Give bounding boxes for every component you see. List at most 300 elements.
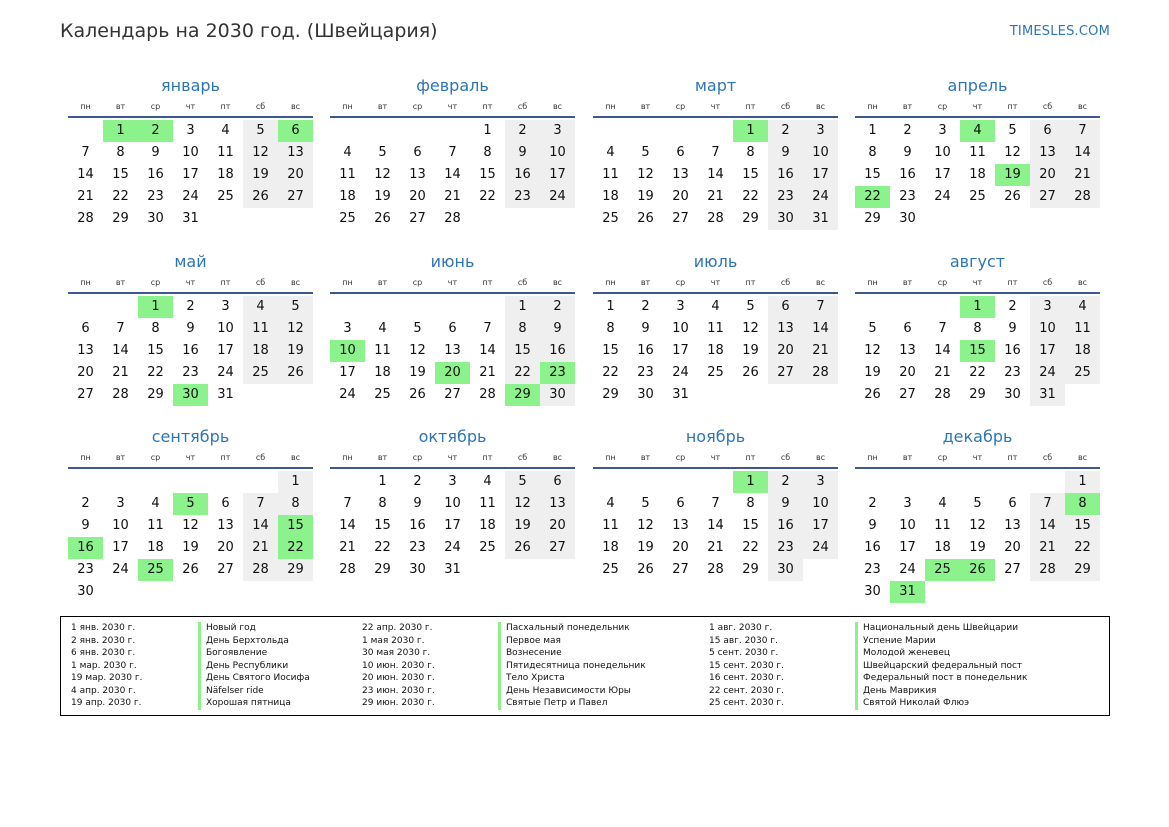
day-cell: 28 (1030, 559, 1065, 581)
holiday-day-cell: 23 (540, 362, 575, 384)
legend-date: 1 янв. 2030 г. (71, 623, 136, 633)
header-rule (68, 116, 313, 118)
legend-date: 2 янв. 2030 г. (71, 635, 136, 646)
weekday-label: пт (220, 278, 231, 287)
weekday-label: ср (675, 102, 686, 111)
weekday-label: пт (1007, 453, 1018, 462)
empty-cell (103, 471, 138, 493)
day-cell: 28 (803, 362, 838, 384)
legend-date: 5 сент. 2030 г. (709, 648, 779, 658)
weekday-label: вт (902, 102, 913, 111)
day-cell: 15 (147, 343, 164, 358)
empty-cell (890, 296, 925, 318)
weekday-label: пн (867, 453, 878, 462)
day-cell: 11 (1065, 318, 1100, 340)
day-cell: 1 (483, 123, 492, 138)
holiday-day-cell: 25 (138, 559, 173, 581)
day-cell: 5 (868, 321, 877, 336)
legend-holiday-name: Näfelser ride (198, 685, 310, 698)
day-cell: 13 (1004, 518, 1021, 533)
day-cell: 5 (641, 496, 650, 511)
day-cell: 30 (1004, 387, 1021, 402)
day-cell: 28 (1065, 186, 1100, 208)
day-cell: 7 (1065, 120, 1100, 142)
day-cell: 15 (864, 167, 881, 182)
day-cell: 7 (81, 145, 90, 160)
day-cell: 18 (969, 167, 986, 182)
weekday-label: вт (377, 102, 388, 111)
empty-cell (435, 296, 470, 318)
day-cell: 10 (899, 518, 916, 533)
month-7 (593, 251, 838, 406)
day-cell: 16 (409, 518, 426, 533)
empty-cell (995, 471, 1030, 493)
day-cell: 23 (505, 186, 540, 208)
empty-cell (173, 471, 208, 493)
day-cell: 8 (606, 321, 615, 336)
legend-holiday-name: Пятидесятница понедельник (498, 660, 646, 673)
weekday-label: вс (1077, 453, 1088, 462)
day-cell: 17 (1030, 340, 1065, 362)
day-cell: 25 (1065, 362, 1100, 384)
day-grid (68, 296, 313, 406)
day-cell: 9 (903, 145, 912, 160)
holiday-day-cell: 19 (995, 164, 1030, 186)
day-cell: 22 (147, 365, 164, 380)
weekday-label: ср (937, 278, 948, 287)
day-cell: 4 (343, 145, 352, 160)
holiday-day-cell: 31 (890, 581, 925, 603)
legend-holiday-name: Молодой женевец (855, 647, 1027, 660)
day-cell: 21 (934, 365, 951, 380)
empty-cell (1030, 471, 1065, 493)
day-cell: 4 (151, 496, 160, 511)
day-cell: 6 (221, 496, 230, 511)
day-cell: 15 (1065, 515, 1100, 537)
day-cell: 18 (479, 518, 496, 533)
weekday-label: ср (937, 102, 948, 111)
day-grid (855, 120, 1100, 230)
day-cell: 13 (899, 343, 916, 358)
day-cell: 2 (768, 471, 803, 493)
weekday-label: сб (1042, 102, 1053, 111)
legend-date: 20 июн. 2030 г. (362, 673, 435, 683)
weekday-label: ср (412, 278, 423, 287)
day-cell: 21 (77, 189, 94, 204)
month-name: апрель (947, 76, 1008, 95)
day-cell: 9 (641, 321, 650, 336)
day-cell: 13 (77, 343, 94, 358)
day-cell: 6 (1008, 496, 1017, 511)
day-cell: 26 (1004, 189, 1021, 204)
month-5 (68, 251, 313, 406)
day-cell: 11 (217, 145, 234, 160)
day-cell: 23 (77, 562, 94, 577)
day-cell: 21 (479, 365, 496, 380)
day-cell: 6 (676, 145, 685, 160)
day-cell: 21 (803, 340, 838, 362)
empty-cell (628, 120, 663, 142)
legend-holiday-name: Новый год (198, 622, 310, 635)
weekday-label: вт (902, 278, 913, 287)
header-rule (330, 116, 575, 118)
day-cell: 19 (969, 540, 986, 555)
weekday-label: пт (745, 102, 756, 111)
day-cell: 19 (409, 365, 426, 380)
legend-holiday-name: Успение Марии (855, 635, 1027, 648)
day-cell: 12 (505, 493, 540, 515)
legend-date: 4 апр. 2030 г. (71, 685, 136, 696)
day-cell: 1 (606, 299, 615, 314)
day-cell: 13 (672, 167, 689, 182)
weekday-label: пн (605, 278, 616, 287)
holiday-day-cell: 6 (278, 120, 313, 142)
day-cell: 20 (409, 189, 426, 204)
legend-date: 15 авг. 2030 г. (709, 635, 778, 646)
legend-holiday-name: Святой Николай Флюэ (855, 697, 1027, 710)
day-cell: 18 (339, 189, 356, 204)
day-grid (68, 471, 313, 603)
day-cell: 31 (672, 387, 689, 402)
day-cell: 14 (339, 518, 356, 533)
month-12 (855, 426, 1100, 603)
legend-date: 10 июн. 2030 г. (362, 660, 435, 671)
day-cell: 27 (409, 211, 426, 226)
day-cell: 8 (746, 496, 755, 511)
day-cell: 17 (803, 515, 838, 537)
day-cell: 8 (116, 145, 125, 160)
day-cell: 20 (1004, 540, 1021, 555)
month-name: ноябрь (685, 427, 746, 446)
header-rule (330, 292, 575, 294)
legend-date-column (71, 622, 142, 710)
day-cell: 8 (278, 493, 313, 515)
legend-holiday-name: Вознесение (498, 647, 646, 660)
legend-holiday-name: День Независимости Юры (498, 685, 646, 698)
weekday-label: пт (482, 278, 493, 287)
day-cell: 2 (540, 296, 575, 318)
day-cell: 21 (339, 540, 356, 555)
empty-cell (400, 120, 435, 142)
holiday-day-cell: 30 (173, 384, 208, 406)
weekday-label: пн (867, 278, 878, 287)
day-cell: 8 (868, 145, 877, 160)
day-cell: 14 (707, 167, 724, 182)
weekday-header (330, 449, 575, 467)
day-cell: 22 (602, 365, 619, 380)
empty-cell (663, 120, 698, 142)
day-cell: 21 (444, 189, 461, 204)
day-cell: 11 (602, 518, 619, 533)
weekday-label: пн (342, 102, 353, 111)
day-cell: 10 (444, 496, 461, 511)
day-cell: 27 (1030, 186, 1065, 208)
day-cell: 31 (1030, 384, 1065, 406)
day-cell: 7 (938, 321, 947, 336)
day-cell: 15 (742, 167, 759, 182)
day-cell: 17 (339, 365, 356, 380)
day-cell: 2 (186, 299, 195, 314)
month-name: март (694, 76, 737, 95)
day-cell: 18 (602, 540, 619, 555)
day-cell: 4 (938, 496, 947, 511)
day-cell: 9 (768, 142, 803, 164)
day-cell: 9 (868, 518, 877, 533)
weekday-label: вс (290, 453, 301, 462)
day-cell: 8 (505, 318, 540, 340)
day-cell: 10 (182, 145, 199, 160)
weekday-label: чт (710, 453, 721, 462)
holiday-day-cell: 2 (138, 120, 173, 142)
day-cell: 17 (672, 343, 689, 358)
day-cell: 28 (243, 559, 278, 581)
day-cell: 13 (217, 518, 234, 533)
day-cell: 23 (768, 186, 803, 208)
legend-holiday-name: Святые Петр и Павел (498, 697, 646, 710)
day-grid (855, 471, 1100, 603)
day-cell: 29 (742, 562, 759, 577)
day-cell: 12 (182, 518, 199, 533)
holiday-day-cell: 8 (1065, 493, 1100, 515)
day-grid (330, 296, 575, 406)
weekday-label: чт (972, 278, 983, 287)
weekday-header (593, 274, 838, 292)
day-cell: 30 (147, 211, 164, 226)
empty-cell (593, 471, 628, 493)
weekday-label: пн (80, 453, 91, 462)
day-cell: 2 (868, 496, 877, 511)
day-cell: 14 (934, 343, 951, 358)
empty-cell (435, 120, 470, 142)
day-cell: 2 (1008, 299, 1017, 314)
holiday-day-cell: 10 (330, 340, 365, 362)
day-cell: 30 (768, 208, 803, 230)
day-cell: 17 (934, 167, 951, 182)
legend-date: 15 сент. 2030 г. (709, 660, 785, 671)
weekday-label: вт (640, 453, 651, 462)
day-cell: 5 (278, 296, 313, 318)
day-cell: 24 (803, 537, 838, 559)
day-cell: 7 (343, 496, 352, 511)
day-cell: 16 (147, 167, 164, 182)
weekday-label: сб (780, 278, 791, 287)
day-cell: 22 (742, 189, 759, 204)
legend-name-column (498, 622, 646, 710)
empty-cell (68, 296, 103, 318)
month-6 (330, 251, 575, 406)
day-cell: 2 (768, 120, 803, 142)
day-cell: 10 (217, 321, 234, 336)
day-cell: 8 (746, 145, 755, 160)
legend-date: 16 сент. 2030 г. (709, 673, 785, 683)
day-cell: 18 (217, 167, 234, 182)
day-cell: 3 (803, 471, 838, 493)
day-cell: 1 (868, 123, 877, 138)
weekday-label: пт (220, 102, 231, 111)
day-cell: 12 (374, 167, 391, 182)
day-cell: 24 (112, 562, 129, 577)
weekday-label: сб (1042, 278, 1053, 287)
legend-holiday-name: Хорошая пятница (198, 697, 310, 710)
weekday-label: вс (815, 102, 826, 111)
weekday-label: ср (412, 453, 423, 462)
day-cell: 5 (746, 299, 755, 314)
empty-cell (925, 296, 960, 318)
weekday-label: чт (972, 453, 983, 462)
day-cell: 10 (672, 321, 689, 336)
day-cell: 10 (803, 493, 838, 515)
month-name: октябрь (418, 427, 487, 446)
day-cell: 12 (243, 142, 278, 164)
day-cell: 11 (934, 518, 951, 533)
day-cell: 21 (707, 189, 724, 204)
weekday-label: чт (710, 278, 721, 287)
brand-link[interactable]: TIMESLES.COM (1009, 24, 1110, 39)
day-grid (330, 120, 575, 230)
day-cell: 26 (374, 211, 391, 226)
weekday-header (68, 98, 313, 116)
day-cell: 18 (1065, 340, 1100, 362)
day-cell: 20 (278, 164, 313, 186)
day-cell: 12 (637, 518, 654, 533)
month-9 (68, 426, 313, 603)
weekday-header (855, 449, 1100, 467)
weekday-label: пн (867, 102, 878, 111)
day-cell: 26 (243, 186, 278, 208)
day-grid (330, 471, 575, 581)
day-cell: 23 (182, 365, 199, 380)
day-cell: 27 (217, 562, 234, 577)
weekday-label: сб (517, 453, 528, 462)
weekday-label: сб (780, 102, 791, 111)
day-cell: 22 (505, 362, 540, 384)
day-cell: 3 (343, 321, 352, 336)
holiday-day-cell: 4 (960, 120, 995, 142)
day-cell: 14 (112, 343, 129, 358)
day-cell: 31 (444, 562, 461, 577)
day-cell: 24 (672, 365, 689, 380)
legend-date: 29 июн. 2030 г. (362, 698, 435, 708)
empty-cell (960, 471, 995, 493)
day-cell: 4 (1065, 296, 1100, 318)
header-rule (855, 292, 1100, 294)
weekday-label: ср (412, 102, 423, 111)
day-cell: 17 (217, 343, 234, 358)
day-cell: 13 (278, 142, 313, 164)
day-cell: 24 (182, 189, 199, 204)
day-cell: 17 (112, 540, 129, 555)
holiday-day-cell: 22 (278, 537, 313, 559)
day-cell: 30 (864, 584, 881, 599)
day-cell: 21 (707, 540, 724, 555)
day-cell: 27 (1004, 562, 1021, 577)
day-cell: 20 (217, 540, 234, 555)
weekday-label: пн (605, 102, 616, 111)
weekday-label: вт (115, 453, 126, 462)
day-cell: 16 (768, 164, 803, 186)
day-cell: 13 (444, 343, 461, 358)
day-cell: 3 (1030, 296, 1065, 318)
day-cell: 7 (448, 145, 457, 160)
day-cell: 21 (1030, 537, 1065, 559)
weekday-label: ср (150, 453, 161, 462)
day-cell: 22 (479, 189, 496, 204)
day-cell: 16 (182, 343, 199, 358)
day-grid (855, 296, 1100, 406)
header-rule (68, 292, 313, 294)
weekday-label: вт (640, 278, 651, 287)
day-cell: 22 (374, 540, 391, 555)
empty-cell (138, 471, 173, 493)
month-name: февраль (416, 76, 489, 95)
header-rule (593, 292, 838, 294)
day-grid (593, 471, 838, 581)
day-cell: 25 (217, 189, 234, 204)
legend-holiday-name: Пасхальный понедельник (498, 622, 646, 635)
legend-date: 1 мая 2030 г. (362, 635, 425, 646)
empty-cell (330, 296, 365, 318)
empty-cell (103, 296, 138, 318)
weekday-label: ср (937, 453, 948, 462)
day-cell: 19 (505, 515, 540, 537)
day-cell: 4 (606, 145, 615, 160)
month-name: июнь (430, 252, 475, 271)
day-cell: 1 (1065, 471, 1100, 493)
day-cell: 20 (1030, 164, 1065, 186)
day-cell: 5 (243, 120, 278, 142)
weekday-label: сб (517, 102, 528, 111)
day-cell: 8 (378, 496, 387, 511)
day-cell: 7 (711, 496, 720, 511)
weekday-header (68, 449, 313, 467)
day-cell: 12 (637, 167, 654, 182)
day-cell: 19 (742, 343, 759, 358)
weekday-header (593, 449, 838, 467)
day-cell: 11 (374, 343, 391, 358)
day-cell: 5 (505, 471, 540, 493)
header-rule (68, 467, 313, 469)
month-name: январь (161, 76, 220, 95)
day-cell: 1 (278, 471, 313, 493)
empty-cell (243, 471, 278, 493)
legend-holiday-name: День Республики (198, 660, 310, 673)
day-cell: 10 (934, 145, 951, 160)
day-cell: 13 (540, 493, 575, 515)
empty-cell (855, 296, 890, 318)
day-cell: 21 (112, 365, 129, 380)
day-cell: 7 (483, 321, 492, 336)
day-cell: 23 (864, 562, 881, 577)
weekday-label: пт (220, 453, 231, 462)
weekday-label: вт (377, 278, 388, 287)
day-cell: 7 (803, 296, 838, 318)
empty-cell (365, 120, 400, 142)
header-rule (855, 467, 1100, 469)
day-cell: 18 (602, 189, 619, 204)
day-cell: 16 (505, 164, 540, 186)
day-cell: 27 (540, 537, 575, 559)
day-cell: 30 (768, 559, 803, 581)
legend-date: 19 апр. 2030 г. (71, 698, 142, 708)
day-cell: 22 (742, 540, 759, 555)
day-cell: 11 (147, 518, 164, 533)
day-cell: 18 (147, 540, 164, 555)
legend-date: 23 июн. 2030 г. (362, 685, 435, 696)
day-cell: 19 (243, 164, 278, 186)
day-cell: 30 (409, 562, 426, 577)
day-grid (593, 120, 838, 230)
day-cell: 19 (637, 189, 654, 204)
